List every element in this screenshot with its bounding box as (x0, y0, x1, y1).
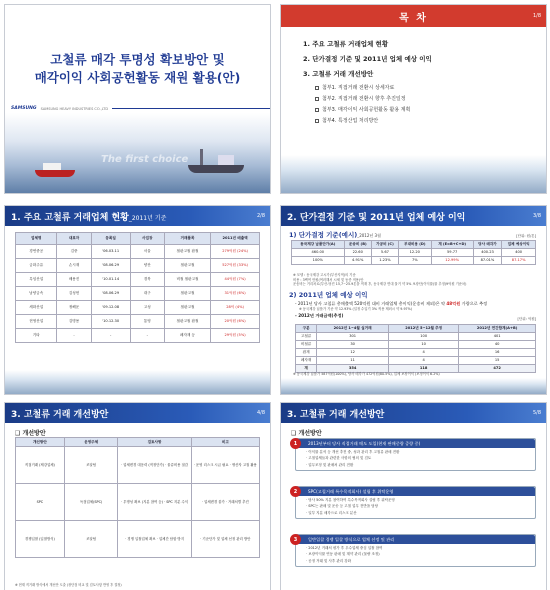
table-row: 남양금속 김성헌 '08.06.29 대구 철판고철 31억원 (6%) (16, 287, 260, 301)
slide-header (5, 403, 270, 423)
number-badge: 3 (290, 534, 301, 545)
table-row: 비철류 30 10 40 (296, 341, 536, 349)
plan-item: · 일부 지분 매각으로 리스크 분산 (306, 510, 357, 515)
plan-box-head: 2013년부터 당사 직접거래 매도 도입(현재 판매중량 증량 중) (296, 439, 535, 448)
plan-box (295, 534, 536, 567)
unit-label: [단위: 원/톤] (516, 234, 536, 238)
toc-subitem: 첨부1. 직접거래 전환시 상세자료 (315, 84, 546, 91)
number-badge: 1 (290, 438, 301, 449)
toc-title: 목 차 (399, 12, 428, 24)
unit-label: [단위: 억원] (517, 317, 536, 321)
table-header-row: 업체명 대표자 등록일 사업장 거래품목 2011년 매출액 (16, 233, 260, 245)
slide-improvement-table[interactable] (4, 402, 271, 590)
cover-title-line2: 매각이익 사회공헌활동 재원 활용(안) (34, 70, 241, 85)
pricing-table (291, 240, 536, 265)
table-row: 폐자재 11 4 15 (296, 357, 536, 365)
slide-title: 3. 고철류 거래 개선방안 (11, 409, 109, 420)
toc-subitem: 첨부3. 매각이익 사회공헌활동 활용 계획 (315, 106, 546, 113)
slide-title: 3. 고철류 거래 개선방안 (287, 409, 385, 420)
plan-item: · 2012년 거래처 평가 후 우수업체 중심 입찰 참여 (306, 545, 383, 550)
section-title: ❑ 개선방안 (15, 430, 46, 437)
table-row: 100% 4.91% 1.23% 7% 12.99% 87.01% 87.17% (292, 257, 536, 265)
slide-vendor-status[interactable] (4, 205, 271, 395)
toc-subitem: 첨부2. 직접거래 전환시 향후 추진일정 (315, 95, 546, 102)
footer-sea-image (281, 155, 546, 193)
table-row: 직접거래 (제강업체) 조달팀 · 업체변경 대응력 (적정단가) · 물류비용 절감 · 운영 리스크 시급 필요 · 생산자 고철 활용 (16, 447, 260, 484)
page-number: 1/8 (532, 13, 541, 19)
note-text: ※ 동국제강 납품가 기준 약 12.93% (일정 수입기 3% 적용 제외시 약 9.97%) (299, 307, 413, 311)
page-number: 3/8 (532, 213, 541, 219)
checkbox-icon (315, 86, 319, 90)
checkbox-icon (315, 119, 319, 123)
slide-improvement-detail[interactable] (280, 402, 547, 590)
vendor-table (15, 232, 260, 343)
table-header-row: 구분 2012년 1~4월 실거래 2012년 5~12월 추정 2012년 연간합계(A+B) (296, 325, 536, 333)
plan-item: · 업무조정 및 판매처 관리 전환 (306, 462, 354, 467)
table-row: SPC 독점업체(SPC) · 투명성 확보 (지분 참여 등) · SPC 지분 수익 · 업체변경 불가 · 거래처별 추진 (16, 484, 260, 521)
slide-header (281, 206, 546, 226)
cover-title-line1: 고철류 매각 투명성 확보방안 및 (50, 52, 225, 67)
page-number: 2/8 (256, 213, 265, 219)
table-row: 경연중공 김중 '06.03.11 서울 철판고철 잡철 279억원 (24%) (16, 245, 260, 259)
page-number: 4/8 (256, 410, 265, 416)
bullet-text: - 2011년 당사 고철류 총매출액 520억원 대비 거래업체 총이익(운송비 제외)은 약 48억원 가량으로 추정 (295, 301, 488, 306)
plan-item: · 당사 50% 지분 참여하여 특수목적회사 설립 후 위탁운영 (306, 497, 395, 502)
toc-body (281, 27, 546, 124)
logo-bar (11, 106, 270, 111)
footer-sea-image (5, 370, 270, 394)
table-row: 기타 - - - 폐자재 등 29억원 (5%) (16, 329, 260, 343)
table-header-row: 개선방안 운영주체 검토사항 비고 (16, 438, 260, 447)
table-row: 460.00 22.60 5.67 12.20 59.77 400.23 400 (292, 249, 536, 257)
table-total-row: 계 354 118 472 (296, 365, 536, 373)
note-text: ※ 모델 : 동국제강 고시가(부산지역)의 기준 비용 : 3백여 만원(여러해서 시세 및 동종 적용)안 운송비는 거리차로(부산-당진 15,7~25.9톤을 적재 후, 동국제강 면대 물거 약 5% 보장단(이익률)률 추정(9억원 기준차) (293, 273, 467, 286)
company-name: SAMSUNG HEAVY INDUSTRIES CO.,LTD (40, 106, 109, 111)
company-logo: SAMSUNG (11, 106, 37, 111)
table-row: 잡재 12 4 16 (296, 349, 536, 357)
slide-header (281, 403, 546, 423)
table-row: 고철류 301 100 401 (296, 333, 536, 341)
table-header-row: 동국제강 납품단가(A) 운송비 (B) 가공비 (C) 부대비용 (D) 계 (E=B+C+D) 당사 매각가 업체 예상이익 (292, 241, 536, 249)
plan-item: · 보장이익률 연동 판매 및 계약 관리 (물량 조정) (306, 552, 380, 556)
bullet-text: - 2012년 거래금액(추정) (295, 313, 344, 318)
section-title: 2) 2011년 업체 예상 이익 (289, 291, 368, 299)
plan-box-head: SPC(고철거래 특수목적회사) 설립 후 위탁운영 (296, 487, 535, 496)
slide-pricing[interactable] (280, 205, 547, 395)
table-row: 현영산업 김명용 '10.12.30 통영 철판고철 잡철 20억원 (6%) (16, 315, 260, 329)
table-row: 금화주유 손시재 '08.06.29 양산 철판고철 527억원 (33%) (16, 259, 260, 273)
slide-header (5, 206, 270, 226)
drillship-icon (188, 165, 244, 173)
plan-item: · SPC는 판매 및 운송 등 고철 업무 전반을 담당 (306, 504, 378, 508)
logo-divider (112, 108, 270, 109)
plan-box (295, 438, 536, 471)
ship-icon (35, 170, 75, 177)
plan-box (295, 486, 536, 519)
improvement-table (15, 437, 260, 558)
checkbox-icon (315, 108, 319, 112)
volume-table (295, 324, 536, 373)
toc-subitem: 첨부4. 특정산업 처리방안 (315, 117, 546, 124)
slide-title: 1. 주요 고철류 거래업체 현황_2011년 기준 (11, 212, 167, 223)
cover-title (5, 51, 270, 87)
toc-item: 2. 단가결정 기준 및 2011년 업체 예상 이익 (303, 55, 432, 63)
toc-item: 1. 주요 고철류 거래업체 현황 (303, 40, 389, 48)
page-number: 5/8 (532, 410, 541, 416)
number-badge: 2 (290, 486, 301, 497)
toc-item: 3. 고철류 거래 개선방안 (303, 70, 374, 78)
watermark-text: The first choice (101, 154, 189, 165)
table-row: 세화산업 정해운 '09.12.08 고성 철판고철 28억 (4%) (16, 301, 260, 315)
plan-item: · 이익률 분석 등 개선 추진 중, 성과 관리 후 고철류 판매 전환 (306, 449, 400, 454)
table-row: 특임산업 배용진 '10.01.14 경북 비철 철판고철 44억원 (7%) (16, 273, 260, 287)
plan-box-head: 일반입찰 경쟁 입찰 방식으로 업체 선정 및 관리 (296, 535, 535, 544)
slide-title: 2. 단가결정 기준 및 2011년 업체 예상 이익 (287, 212, 466, 223)
cover-sea-image (5, 113, 270, 193)
toc-header (281, 5, 546, 27)
slide-toc[interactable] (280, 4, 547, 194)
section-title: ❑ 개선방안 (291, 430, 322, 437)
plan-item: · 공정 거래 및 사후 관리 강화 (306, 558, 351, 563)
note-text: ※ 동국제강 납품가 587억원(100%), 당사 매각가 472억원(80.5%), 업체 보장이익 (보정이익 6.2%) (293, 372, 440, 376)
footer-note: ※ 현재 직거래 방식에서 개선안 도출 (장단점 비교 및 검토사항 반영 후 결정) (15, 583, 122, 587)
footer-sea-image (281, 378, 546, 394)
table-row: 경쟁입찰 (입찰방식) 조달팀 · 경쟁 입찰업체 확보 · 업체간 담합 방지 · 기준단가 및 업체 선정 관리 방안 (16, 521, 260, 558)
slide-cover[interactable] (4, 4, 271, 194)
checkbox-icon (315, 97, 319, 101)
section-title: 1) 단가결정 기준(예시)_2012년 3월 (289, 231, 381, 239)
plan-item: · 고철업체들과 관련한 사항의 협의 및 검토 (306, 456, 372, 460)
